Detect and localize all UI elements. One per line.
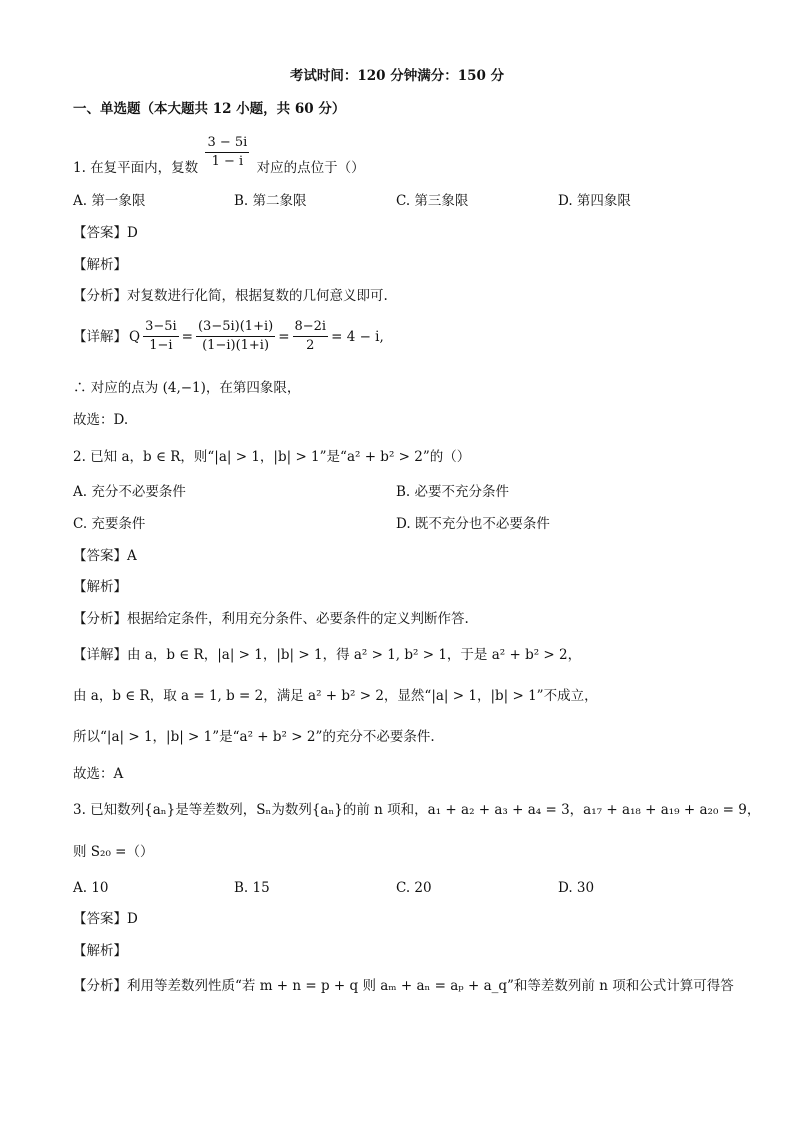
exam-header: 考试时间：120 分钟满分：150 分 <box>289 68 505 84</box>
detail-line-3: 所以“|a| > 1，|b| > 1”是“a² + b² > 2”的充分不必要条件. <box>73 729 435 745</box>
option-a: A. 10 <box>73 880 109 896</box>
answer-label: 【答案】A <box>73 548 137 564</box>
fraction <box>205 134 249 171</box>
choose-text: 故选：D. <box>73 412 129 428</box>
therefore-q: Q <box>129 328 141 345</box>
fraction-2-num: (3−5i)(1+i) <box>196 318 275 337</box>
fraction-denominator: 1 − i <box>211 154 244 169</box>
option-a: A. 第一象限 <box>73 193 146 209</box>
stem-text: 在复平面内，复数 <box>90 160 199 176</box>
detail-line-2: 由 a，b ∈ R，取 a = 1, b = 2，满足 a² + b² > 2，显然“|a| > 1，|b| > 1”不成立， <box>73 688 598 704</box>
option-b: B. 第二象限 <box>234 193 307 209</box>
equals-sign: = <box>181 328 193 345</box>
answer-label: 【答案】D <box>73 225 138 241</box>
option-c: C. 充要条件 <box>73 516 146 532</box>
question-number: 1. <box>73 160 86 176</box>
fraction-numerator: 3 − 5i <box>205 134 249 153</box>
option-c: C. 20 <box>396 880 432 896</box>
point-text: ∴ 对应的点为 (4,−1)，在第四象限， <box>73 380 301 396</box>
detail-line-1: 【详解】由 a，b ∈ R，|a| > 1，|b| > 1，得 a² > 1, b² > 1，于是 a² + b² > 2， <box>73 647 582 663</box>
fraction-2 <box>196 318 275 355</box>
fraction-1 <box>143 318 179 355</box>
fraction-2-den: (1−i)(1+i) <box>202 338 270 353</box>
analysis-text: 【分析】根据给定条件，利用充分条件、必要条件的定义判断作答. <box>73 611 469 627</box>
question-3-stem: 3. 已知数列{aₙ}是等差数列，Sₙ为数列{aₙ}的前 n 项和，a₁ + a₂ + a₃ + a₄ = 3，a₁₇ + a₁₈ + a₁₉ + a₂₀ = 9， <box>73 802 761 818</box>
option-b: B. 15 <box>234 880 270 896</box>
equation-tail: = 4 − i, <box>331 328 384 345</box>
fraction-3 <box>293 318 329 355</box>
analysis-label: 【解析】 <box>73 579 127 595</box>
analysis-text: 【分析】对复数进行化简，根据复数的几何意义即可. <box>73 288 388 304</box>
question-2-stem: 2. 已知 a，b ∈ R，则“|a| > 1，|b| > 1”是“a² + b² > 2”的（） <box>73 449 471 465</box>
fraction-3-num: 8−2i <box>293 318 329 337</box>
analysis-text: 【分析】利用等差数列性质“若 m + n = p + q 则 aₘ + aₙ = aₚ + a_q”和等差数列前 n 项和公式计算可得答 <box>73 978 734 994</box>
fraction-3-den: 2 <box>306 338 315 353</box>
choose-text: 故选：A <box>73 766 124 782</box>
answer-label: 【答案】D <box>73 911 138 927</box>
option-c: C. 第三象限 <box>396 193 469 209</box>
option-a: A. 充分不必要条件 <box>73 484 186 500</box>
fraction-1-den: 1−i <box>149 338 173 353</box>
stem-text-post: 对应的点位于（） <box>256 160 365 176</box>
detail-label: 【详解】 <box>73 328 127 345</box>
section-title: 一、单选题（本大题共 12 小题，共 60 分） <box>73 101 346 117</box>
equals-sign: = <box>278 328 290 345</box>
detail-equation <box>73 318 384 355</box>
option-d: D. 30 <box>558 880 595 896</box>
option-d: D. 第四象限 <box>558 193 631 209</box>
option-d: D. 既不充分也不必要条件 <box>396 516 550 532</box>
analysis-label: 【解析】 <box>73 943 127 959</box>
fraction-1-num: 3−5i <box>143 318 179 337</box>
question-1-stem <box>73 134 365 176</box>
question-3-stem-2: 则 S₂₀ =（） <box>73 844 154 860</box>
option-b: B. 必要不充分条件 <box>396 484 510 500</box>
analysis-label: 【解析】 <box>73 257 127 273</box>
